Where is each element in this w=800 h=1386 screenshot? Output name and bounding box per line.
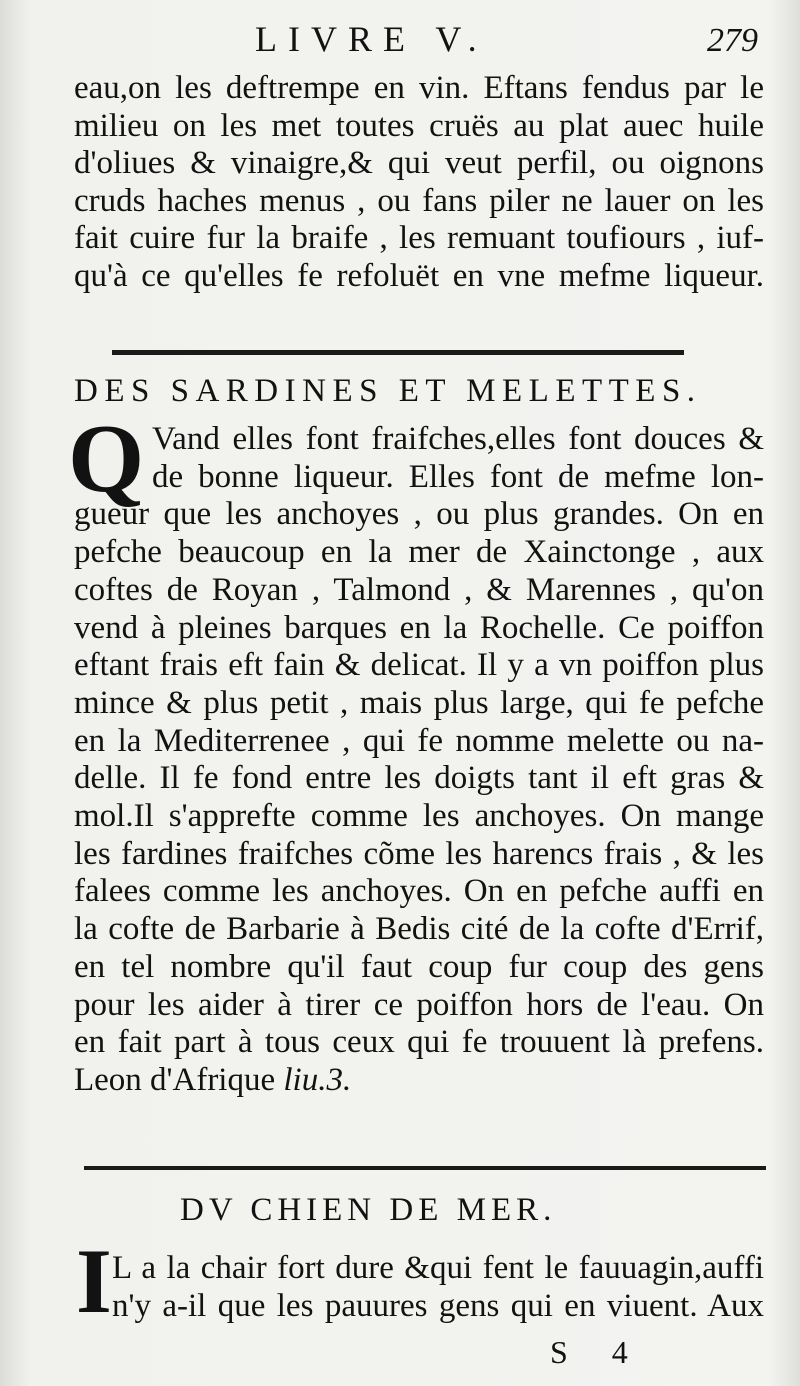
attribution-line	[74, 1062, 764, 1100]
text-line: en la Mediterrenee , qui fe nomme melette ou na-	[74, 722, 764, 759]
section-heading-chien-de-mer: DV CHIEN DE MER.	[180, 1192, 557, 1228]
text-line: eftant frais eft fain & delicat. Il y a vn poiffon plus	[74, 647, 764, 684]
text-line: de bonne liqueur. Elles font de mefme lon-	[152, 458, 764, 495]
text-line: mince & plus petit , mais plus large, qui fe pefche	[74, 684, 764, 721]
text-line: vend à pleines barques en la Rochelle. Ce poiffon	[74, 609, 764, 646]
text-line: d'oliues & vinaigre,& qui veut perfil, ou oignons	[74, 145, 764, 181]
section-divider	[112, 350, 684, 355]
text-line: delle. Il fe fond entre les doigts tant il eft gras &	[74, 760, 764, 797]
page-header	[0, 18, 800, 68]
text-line: les fardines fraifches cõme les harencs frais , & les	[74, 835, 764, 872]
text-line: qu'à ce qu'elles fe refoluët en vne mefme liqueur.	[74, 257, 764, 294]
section-divider	[84, 1166, 766, 1170]
text-line: Vand elles font fraifches,elles font douces &	[152, 421, 764, 457]
text-line: en tel nombre qu'il faut coup fur coup des gens	[74, 948, 764, 985]
text-line: milieu on les met toutes cruës au plat auec huile	[74, 107, 764, 144]
text-line: coftes de Royan , Talmond , & Marennes , qu'on	[74, 571, 764, 608]
chien-de-mer-paragraph	[74, 1250, 764, 1325]
drop-cap: I	[76, 1230, 112, 1332]
drop-cap: Q	[68, 405, 145, 513]
text-line: n'y a-il que les pauures gens qui en viuent. Aux	[112, 1287, 764, 1324]
signature-mark: S 4	[550, 1334, 646, 1370]
text-line: cruds haches menus , ou fans piler ne lauer on les	[74, 182, 764, 219]
continued-paragraph	[74, 70, 764, 295]
text-line: eau,on les deftrempe en vin. Eftans fendus par le	[74, 70, 764, 106]
running-head: LIVRE V.	[255, 19, 488, 59]
text-line: pefche beaucoup en la mer de Xainctonge , aux	[74, 534, 764, 571]
text-line: L a la chair fort dure &qui fent le fauuagin,auffi	[112, 1250, 764, 1286]
attribution-reference: liu.3.	[283, 1061, 352, 1098]
page-number: 279	[707, 22, 758, 59]
attribution-author: Leon d'Afrique	[74, 1061, 276, 1098]
text-line: en fait part à tous ceux qui fe trouuent là prefens.	[74, 1024, 764, 1061]
sardines-paragraph	[74, 421, 764, 1100]
section-heading-sardines: DES SARDINES ET MELETTES.	[74, 373, 702, 409]
text-line: pour les aider à tirer ce poiffon hors de l'eau. On	[74, 986, 764, 1023]
text-line: mol.Il s'apprefte comme les anchoyes. On mange	[74, 798, 764, 835]
text-line: la cofte de Barbarie à Bedis cité de la cofte d'Errif,	[74, 911, 764, 948]
text-line: fait cuire fur la braife , les remuant toufiours , iuf-	[74, 220, 764, 256]
text-line: falees comme les anchoyes. On en pefche auffi en	[74, 873, 764, 910]
text-line: gueur que les anchoyes , ou plus grandes. On en	[74, 496, 764, 533]
